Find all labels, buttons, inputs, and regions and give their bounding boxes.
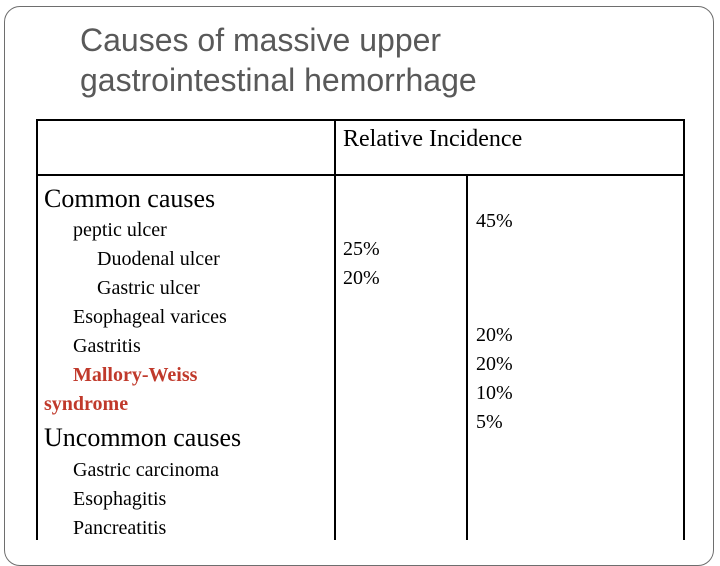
table-column-divider-1 [334,119,336,540]
incidence-mallory-weiss: 10% [476,382,513,404]
incidence-gastric-carcinoma: 5% [476,411,503,433]
column-header-relative-incidence: Relative Incidence [343,126,523,152]
cause-esophageal-varices: Esophageal varices [73,306,227,328]
cause-gastric-carcinoma: Gastric carcinoma [73,459,220,481]
cause-gastric-ulcer: Gastric ulcer [97,277,200,299]
incidence-peptic-ulcer: 45% [476,210,513,232]
cause-mallory-weiss-syndrome: syndrome [44,393,129,415]
table-header-divider [36,174,685,176]
title-line-2: gastrointestinal hemorrhage [80,62,477,98]
sub-incidence-duodenal: 25% [343,238,380,260]
incidence-gastritis: 20% [476,353,513,375]
incidence-esophageal-varices: 20% [476,324,513,346]
table-right-border [683,119,685,540]
group-heading-common: Common causes [44,184,216,213]
cause-esophagitis: Esophagitis [73,488,167,510]
cause-mallory-weiss: Mallory-Weiss [73,364,198,386]
cause-pancreatitis: Pancreatitis [73,517,167,539]
table-top-border [36,119,685,121]
sub-incidence-gastric: 20% [343,267,380,289]
table-column-divider-2 [466,174,468,540]
cause-gastritis: Gastritis [73,335,141,357]
cause-peptic-ulcer: peptic ulcer [73,219,167,241]
table-left-border [36,119,38,540]
slide-title [80,20,680,100]
group-heading-uncommon: Uncommon causes [44,423,242,452]
cause-duodenal-ulcer: Duodenal ulcer [97,248,220,270]
title-line-1: Causes of massive upper [80,22,442,58]
